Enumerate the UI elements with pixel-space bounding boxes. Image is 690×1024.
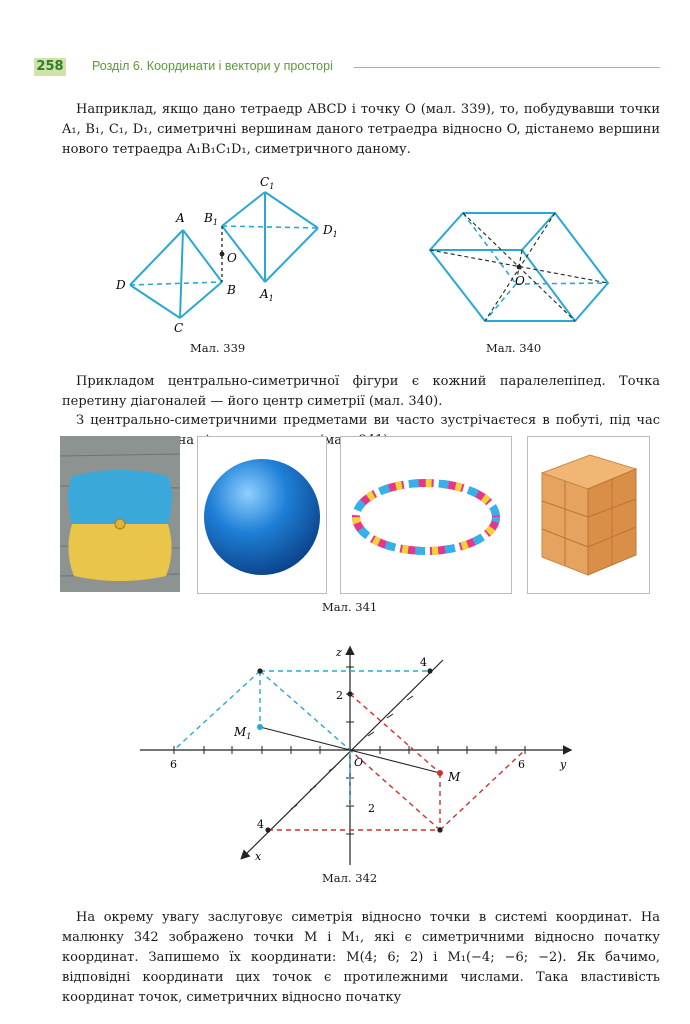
paragraph-text: На окрему увагу заслуговує симетрія відносно точки в системі координат. На малюнку 342 зображено точки M і M₁, які є симетричними відносно початку координат. Запишемо їх координати: M(4; 6; 2) і M₁(−4; −6; −2). Як бачимо, відповідні координати цих точок є протилежними числами. Така властивість координат точок, симетричних відносно початку <box>62 910 660 1005</box>
label-D: D <box>116 278 126 292</box>
paragraph-text: Прикладом центрально-симетричної фігури є кожний паралелепіпед. Точка перетину діагоналей — його центр симетрії (мал. 340). <box>62 374 660 409</box>
pillow-illustration <box>60 436 180 592</box>
edge-front-right <box>522 250 575 321</box>
label-C1: $C_1$ <box>260 175 275 191</box>
label-D1: $D_1$ <box>323 223 338 239</box>
edge-top-right <box>522 213 555 250</box>
edge-DC <box>130 285 180 318</box>
label-M: M <box>448 770 461 784</box>
caption-339: Мал. 339 <box>190 341 246 355</box>
label-O: O <box>227 251 237 265</box>
edge-DB-hidden <box>130 282 222 285</box>
paragraph-text: З центрально-симетричними предметами ви часто зустрічаєтеся в побуті, під час на (мал. <box>76 413 660 448</box>
label-axis-x: x <box>255 850 262 863</box>
caption-342: Мал. 342 <box>322 871 378 885</box>
hula-hoop-illustration <box>341 437 511 593</box>
edge-AD <box>130 230 183 285</box>
label-C: C <box>174 321 184 335</box>
header-rule <box>354 67 660 68</box>
label-A: A <box>176 211 185 225</box>
wooden-cube-puzzle-photo <box>527 436 650 594</box>
edge-hidden-3 <box>485 284 516 321</box>
caption-341: Мал. 341 <box>322 600 378 614</box>
caption-340: Мал. 340 <box>486 341 542 355</box>
point-aux-1 <box>257 668 262 673</box>
center-point-O <box>517 265 522 270</box>
fitball-illustration <box>198 437 326 593</box>
page-header <box>34 58 660 78</box>
figure-342-coordinate-system <box>130 640 580 870</box>
edge-C1D1 <box>265 192 318 228</box>
figure-339-tetrahedra <box>100 170 360 340</box>
label-O-340: O <box>515 274 525 288</box>
edge-C1B1 <box>222 192 265 226</box>
label-axis-z: z <box>336 646 342 659</box>
point-M <box>437 770 443 776</box>
point-O <box>220 252 225 257</box>
edge-hidden-1 <box>463 213 516 284</box>
paragraph-intro <box>62 100 660 160</box>
label-B: B <box>227 283 236 297</box>
paragraph-coordinates <box>62 908 660 1008</box>
label-y-neg: 6 <box>170 758 177 771</box>
label-x-pos: 4 <box>257 818 264 831</box>
page-number: 258 <box>34 58 66 76</box>
point-aux-5 <box>265 827 270 832</box>
edge-AC <box>180 230 183 318</box>
label-z-neg: 2 <box>368 802 375 815</box>
wooden-cube-illustration <box>528 437 649 593</box>
label-A1: $A_1$ <box>260 287 274 303</box>
label-z-pos: 2 <box>336 689 343 702</box>
label-origin: O <box>354 756 364 769</box>
label-M1: $M_1$ <box>234 725 252 741</box>
m1-construction <box>174 671 430 806</box>
paragraph-parallelepiped <box>62 372 660 412</box>
point-aux-3 <box>347 691 352 696</box>
paragraph-text: Наприклад, якщо дано тетраедр ABCD і точку O (мал. 339), то, побудувавши точки A₁, B₁, C₁, D₁, симетричні вершинам даного тетраедра відносно O, дістанемо вершини нового тетраедра A₁B₁C₁D₁, симетричного даному. <box>62 102 660 157</box>
edge-BC <box>180 282 222 318</box>
label-B1: $B_1$ <box>204 211 218 227</box>
point-aux-4 <box>437 827 442 832</box>
figure-340-parallelepiped <box>420 200 620 335</box>
fitball-photo <box>197 436 327 594</box>
edge-D1A1 <box>265 228 318 282</box>
label-x-neg: 4 <box>420 656 427 669</box>
edge-AB <box>183 230 222 282</box>
edge-B1D1-hidden <box>222 226 318 228</box>
hula-hoop-photo <box>340 436 512 594</box>
label-y-pos: 6 <box>518 758 525 771</box>
point-aux-2 <box>427 668 432 673</box>
edge-hidden-2 <box>516 283 608 284</box>
point-M1 <box>257 724 263 730</box>
label-axis-y: y <box>560 758 567 771</box>
pillow-photo <box>60 436 180 592</box>
section-title: Розділ 6. Координати і вектори у просторі <box>92 59 333 73</box>
